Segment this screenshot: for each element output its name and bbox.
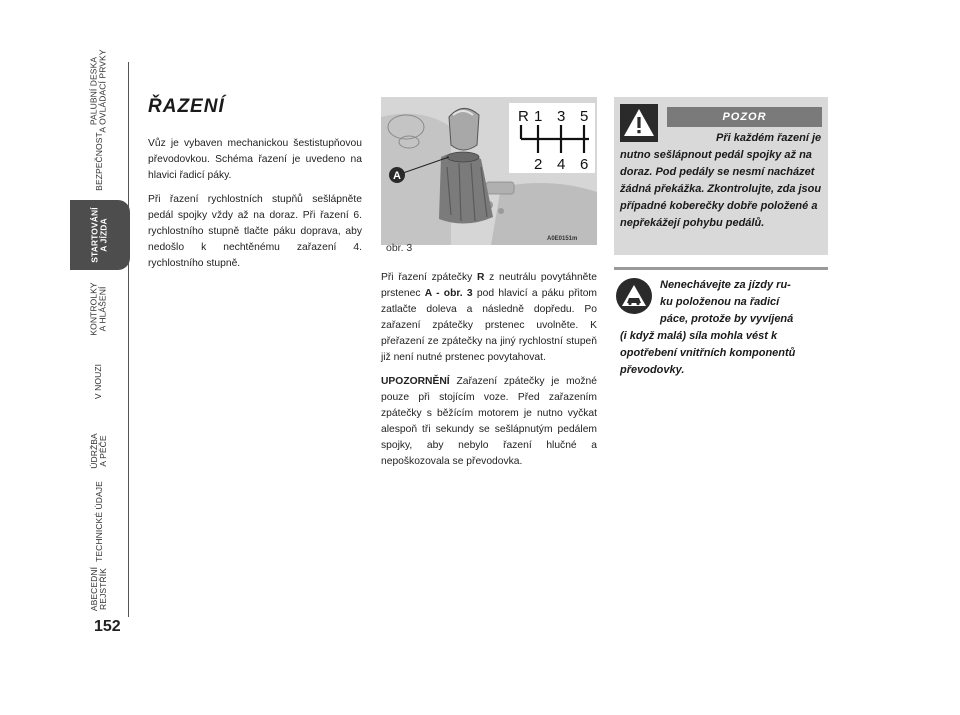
gear-r-label: R bbox=[518, 108, 529, 125]
note-line-1: Nenechávejte za jízdy ru- bbox=[660, 279, 791, 291]
tab-label: A HLÁŠENÍ bbox=[97, 286, 108, 332]
reverse-letter: R bbox=[476, 272, 485, 283]
tab-label: A PÉČE bbox=[97, 435, 108, 467]
tab-palubni-deska[interactable] bbox=[70, 49, 128, 133]
tab-label: STARTOVÁNÍ bbox=[90, 207, 100, 263]
caution-paragraph bbox=[381, 374, 597, 470]
tab-label: V NOUZI bbox=[93, 363, 104, 399]
chapter-tabs bbox=[70, 49, 130, 620]
marker-a-label: A bbox=[393, 170, 401, 182]
tab-label: BEZPEČNOST bbox=[93, 131, 104, 191]
figure-caption: obr. 3 bbox=[386, 242, 413, 254]
tab-label: TECHNICKÉ ÚDAJE bbox=[93, 480, 104, 562]
figure-code: A0E0151m bbox=[547, 236, 578, 242]
tab-v-nouzi[interactable] bbox=[70, 350, 128, 412]
note-text bbox=[620, 277, 828, 379]
caution-text: Zařazení zpátečky je možné pouze při stojícím voze. Před zařazením zpátečky s běžícím motorem je nutno vyčkat alespoň tři sekundy se sešlápnutým pedálem spojky, aby nebylo řazení hlučné a nepoškozovala se převodovka. bbox=[381, 376, 597, 467]
tab-label: ABECEDNÍ bbox=[88, 566, 99, 612]
tab-technicke-udaje[interactable] bbox=[70, 480, 128, 562]
gear-2-label: 2 bbox=[534, 156, 543, 173]
gear-lever-illustration bbox=[381, 97, 597, 245]
tab-label: A OVLÁDACÍ PRVKY bbox=[98, 49, 109, 133]
intro-paragraph: Vůz je vybaven mechanickou šestistupňovou převodovkou. Schéma řazení je uvedeno na hlavici řadicí páky. bbox=[148, 138, 362, 181]
reverse-paragraph bbox=[381, 270, 597, 366]
gear-5-label: 5 bbox=[580, 108, 589, 125]
box-divider bbox=[614, 267, 828, 270]
note-rest: (i když malá) síla mohla vést k opotřebení vnitřních komponentů převodovky. bbox=[620, 330, 796, 376]
caution-label: UPOZORNĚNÍ bbox=[381, 376, 450, 387]
warning-text-rest: nutno sešlápnout pedál spojky až na doraz. Pod pedály se nesmí nacházet žádná překážka. Zkontrolujte, zda jsou případné koberečky dobře položené a nepřekážejí pohybu pedálů. bbox=[620, 149, 822, 229]
tab-label: KONTROLKY bbox=[88, 282, 99, 336]
warning-text-first: Při každém řazení je bbox=[716, 132, 822, 144]
figure-reference: A - obr. 3 bbox=[424, 288, 473, 299]
tab-label: A JÍZDA bbox=[99, 218, 109, 252]
tab-abecedni-rejstrik[interactable] bbox=[70, 558, 128, 620]
warning-text bbox=[620, 130, 823, 232]
reverse-intro: Při řazení zpátečky bbox=[381, 272, 477, 283]
page-number: 152 bbox=[94, 618, 121, 635]
gear-6-label: 6 bbox=[580, 156, 589, 173]
reverse-column bbox=[381, 270, 597, 478]
tab-label: REJSTŘÍK bbox=[97, 568, 108, 610]
warning-label: POZOR bbox=[667, 107, 822, 127]
note-line-2: ku položenou na řadicí bbox=[660, 296, 780, 308]
section-title: ŘAZENÍ bbox=[148, 96, 225, 117]
intro-column bbox=[148, 136, 362, 280]
reverse-mid: z neutrálu povytáhněte prstenec bbox=[381, 272, 597, 299]
gear-4-label: 4 bbox=[557, 156, 566, 173]
gear-3-label: 3 bbox=[557, 108, 566, 125]
gear-1-label: 1 bbox=[534, 108, 543, 125]
note-line-3: páce, protože by vyvíjená bbox=[660, 313, 794, 325]
reverse-rest: pod hlavicí a páku přitom zatlačte doleva a následně dopředu. Po zařazení zpátečky prstenec uvolněte. K přeřazení ze zpátečky na jiný rychlostní stupeň již není nutné prstenec povytahovat. bbox=[381, 288, 598, 363]
tab-udrzba[interactable] bbox=[70, 420, 128, 482]
tab-label: PALUBNÍ DESKA bbox=[89, 56, 100, 126]
tab-startovani[interactable] bbox=[70, 200, 130, 270]
gear-lever-figure bbox=[381, 97, 597, 245]
tab-kontrolky[interactable] bbox=[70, 278, 128, 340]
clutch-paragraph: Při řazení rychlostních stupňů sešlápněte pedál spojky vždy až na doraz. Při řazení 6. rychlostního stupně tlačte páku doprava, aby nedošlo k nechtěnému zařazení 4. rychlostního stupně. bbox=[148, 194, 362, 269]
tab-label: ÚDRŽBA bbox=[88, 433, 99, 469]
tab-bezpecnost[interactable] bbox=[70, 130, 128, 192]
